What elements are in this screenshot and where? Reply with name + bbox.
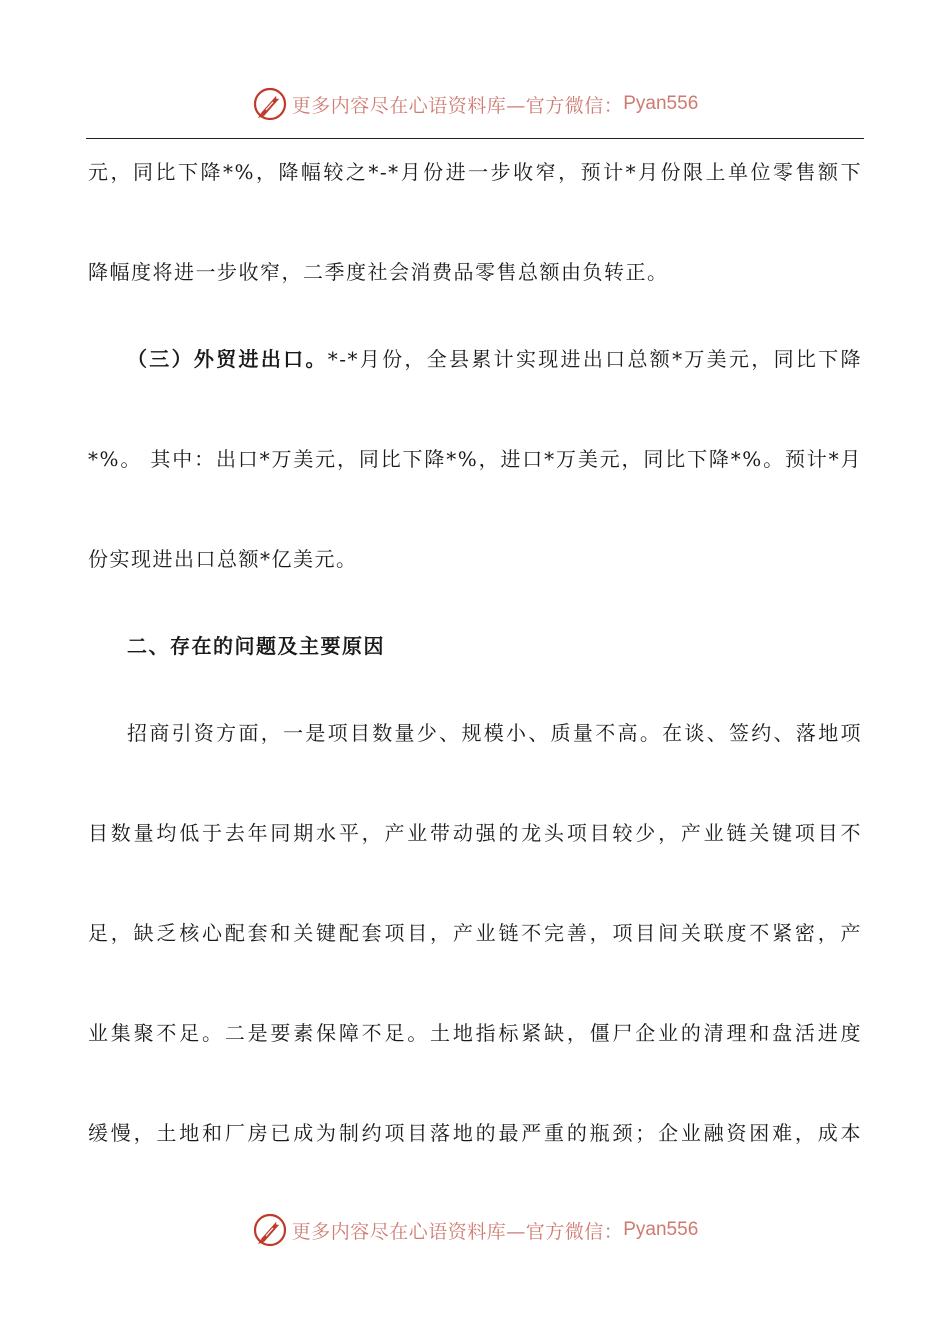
watermark-text: 更多内容尽在心语资料库—官方微信： xyxy=(291,1220,624,1243)
trade-text: *-*月份，全县累计实现进出口总额*万美元，同比下降 xyxy=(327,347,862,371)
invest-paragraph-first-line: 招商引资方面，一是项目数量少、规模小、质量不高。在谈、签约、落地项 xyxy=(127,721,862,745)
watermark-text: 更多内容尽在心语资料库—官方微信： xyxy=(291,94,624,117)
trade-heading: （三）外贸进出口。 xyxy=(127,347,328,371)
text-line: 目数量均低于去年同期水平，产业带动强的龙头项目较少，产业链关键项目不 xyxy=(88,821,862,845)
header-divider xyxy=(86,138,864,139)
text-line: *%。 其中：出口*万美元，同比下降*%，进口*万美元，同比下降*%。预计*月 xyxy=(88,447,862,471)
trade-paragraph-first-line xyxy=(127,344,862,374)
text-line: 业集聚不足。二是要素保障不足。土地指标紧缺，僵尸企业的清理和盘活进度 xyxy=(88,1021,862,1045)
watermark-wechat-id: Pyan556 xyxy=(623,1219,699,1240)
text-line: 份实现进出口总额*亿美元。 xyxy=(88,547,358,571)
watermark-footer xyxy=(0,1210,950,1250)
section-heading: 二、存在的问题及主要原因 xyxy=(127,634,385,658)
text-line: 缓慢，土地和厂房已成为制约项目落地的最严重的瓶颈；企业融资困难，成本 xyxy=(88,1121,862,1145)
pen-nib-logo-icon xyxy=(252,1212,288,1248)
watermark-wechat-id: Pyan556 xyxy=(623,93,699,114)
text-line: 元，同比下降*%，降幅较之*-*月份进一步收窄，预计*月份限上单位零售额下 xyxy=(88,160,862,184)
pen-nib-logo-icon xyxy=(252,86,288,122)
watermark-header xyxy=(0,84,950,124)
text-line: 降幅度将进一步收窄，二季度社会消费品零售总额由负转正。 xyxy=(88,260,669,284)
text-line: 足，缺乏核心配套和关键配套项目，产业链不完善，项目间关联度不紧密，产 xyxy=(88,921,862,945)
